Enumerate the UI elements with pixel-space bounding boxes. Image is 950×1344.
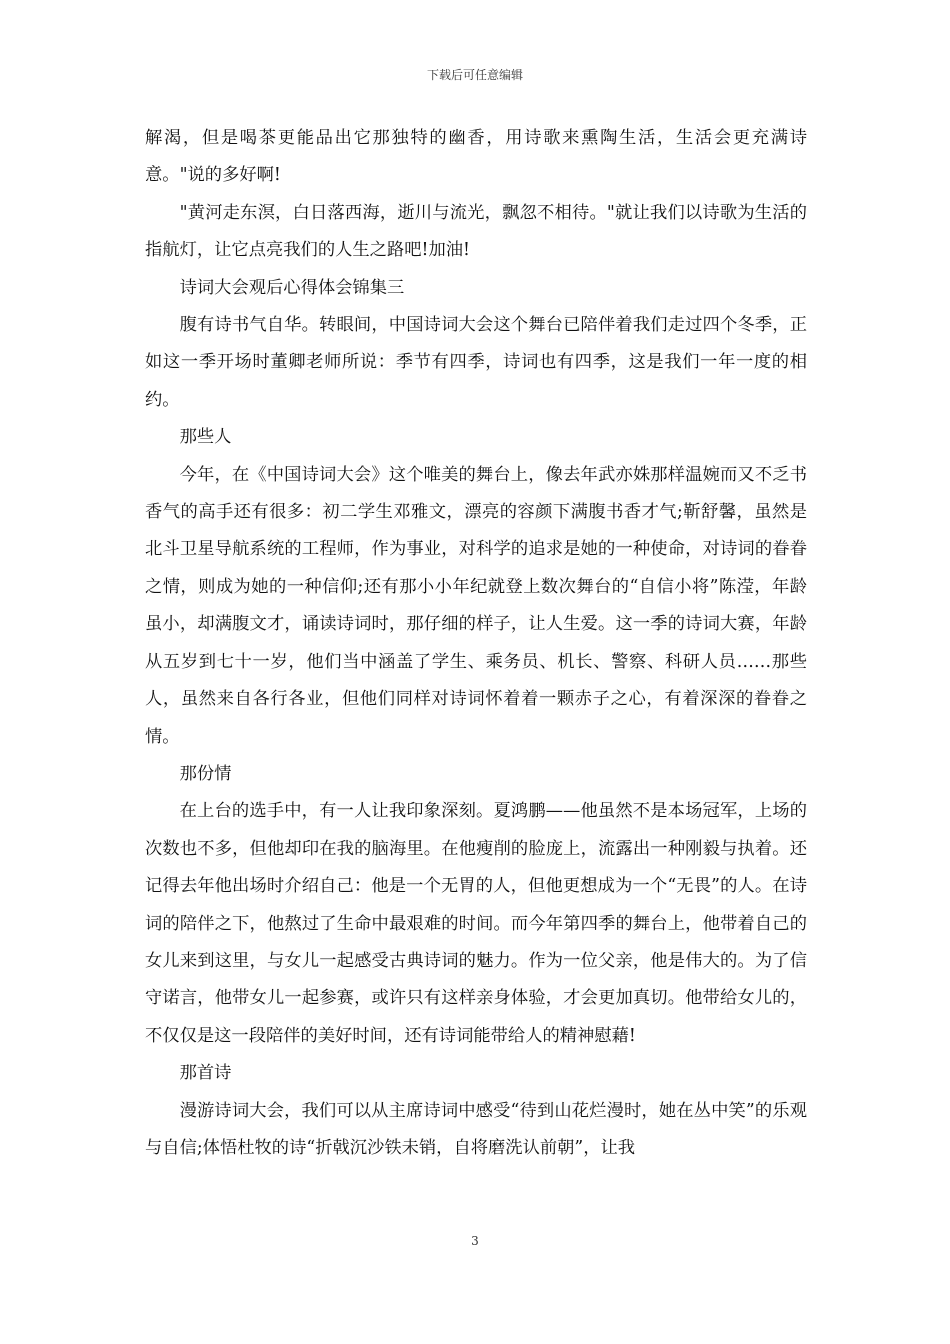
page-header: 下载后可任意编辑 — [426, 68, 523, 82]
paragraph: 解渴，但是喝茶更能品出它那独特的幽香，用诗歌来熏陶生活，生活会更充满诗意。"说的多好啊! — [145, 128, 807, 186]
section-heading: 诗词大会观后心得体会锦集三 — [179, 277, 405, 298]
section-heading: 那些人 — [179, 427, 232, 448]
document-body — [145, 120, 807, 1167]
paragraph: "黄河走东溟，白日落西海，逝川与流光，飘忽不相待。"就让我们以诗歌为生活的指航灯，让它点亮我们的人生之路吧!加油! — [145, 202, 807, 261]
page-number: 3 — [471, 1234, 479, 1248]
paragraph: 漫游诗词大会，我们可以从主席诗词中感受“待到山花烂漫时，她在丛中笑”的乐观与自信;体悟杜牧的诗“折戟沉沙铁未销，自将磨洗认前朝”，让我 — [145, 1100, 807, 1158]
paragraph: 今年，在《中国诗词大会》这个唯美的舞台上，像去年武亦姝那样温婉而又不乏书香气的高手还有很多：初二学生邓雅文，漂亮的容颜下满腹书香才气;靳舒馨，虽然是北斗卫星导航系统的工程师，作为事业，对科学的追求是她的一种使命，对诗词的眷眷之情，则成为她的一种信仰;还有那小小年纪就登上数次舞台的“自信小将”陈滢，年龄虽小，却满腹文才，诵读诗词时，那仔细的样子，让人生爱。这一季的诗词大赛，年龄从五岁到七十一岁，他们当中涵盖了学生、乘务员、机长、警察、科研人员……那些人，虽然来自各行各业，但他们同样对诗词怀着着一颗赤子之心，有着深深的眷眷之情。 — [145, 464, 807, 747]
paragraph: 腹有诗书气自华。转眼间，中国诗词大会这个舞台已陪伴着我们走过四个冬季，正如这一季开场时董卿老师所说：季节有四季，诗词也有四季，这是我们一年一度的相约。 — [145, 315, 807, 410]
paragraph: 在上台的选手中，有一人让我印象深刻。夏鸿鹏——他虽然不是本场冠军，上场的次数也不多，但他却印在我的脑海里。在他瘦削的脸庞上，流露出一种刚毅与执着。还记得去年他出场时介绍自己：他是一个无胃的人，但他更想成为一个“无畏”的人。在诗词的陪伴之下，他熬过了生命中最艰难的时间。而今年第四季的舞台上，他带着自己的女儿来到这里，与女儿一起感受古典诗词的魅力。作为一位父亲，他是伟大的。为了信守诺言，他带女儿一起参赛，或许只有这样亲身体验，才会更加真切。他带给女儿的，不仅仅是这一段陪伴的美好时间，还有诗词能带给人的精神慰藉! — [145, 801, 807, 1046]
section-heading: 那份情 — [179, 763, 232, 784]
section-heading: 那首诗 — [179, 1063, 232, 1084]
